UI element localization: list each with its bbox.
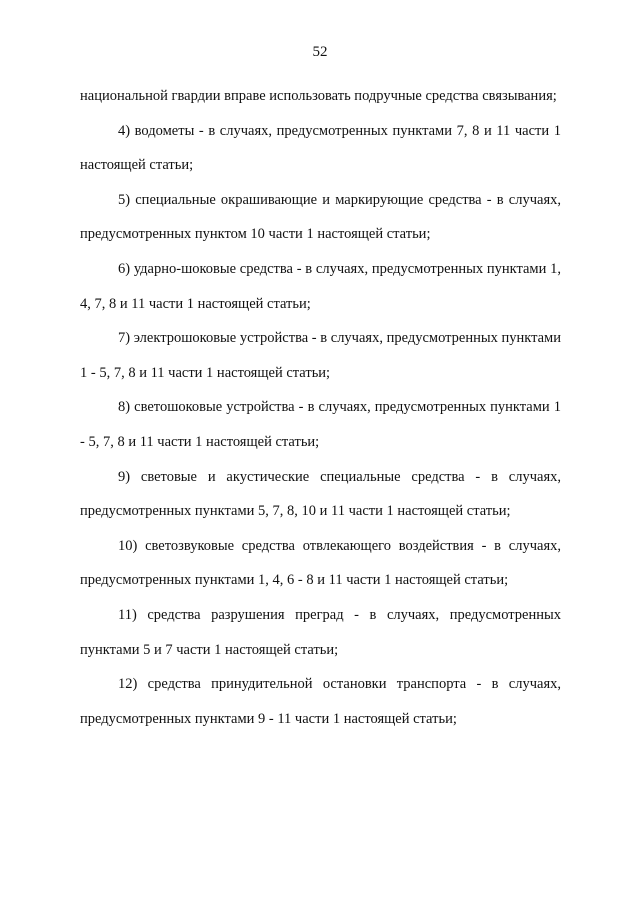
- paragraph-item-11: 11) средства разрушения преград - в случаях, предусмотренных пунктами 5 и 7 части 1 настоящей статьи;: [80, 606, 561, 658]
- paragraph-item-12: 12) средства принудительной остановки транспорта - в случаях, предусмотренных пунктами 9 - 11 части 1 настоящей статьи;: [80, 676, 561, 727]
- paragraph-item-9: 9) световые и акустические специальные средства - в случаях, предусмотренных пунктами 5, 7, 8, 10 и 11 части 1 настоящей статьи;: [80, 468, 561, 520]
- page-number: 52: [312, 44, 328, 60]
- document-body: [80, 79, 561, 736]
- paragraph-item-6: 6) ударно-шоковые средства - в случаях, предусмотренных пунктами 1, 4, 7, 8 и 11 части 1 настоящей статьи;: [80, 260, 561, 312]
- paragraph-item-4: 4) водометы - в случаях, предусмотренных пунктами 7, 8 и 11 части 1 настоящей статьи;: [80, 122, 561, 174]
- paragraph-item-8: 8) светошоковые устройства - в случаях, предусмотренных пунктами 1 - 5, 7, 8 и 11 части 1 настоящей статьи;: [80, 399, 561, 450]
- paragraph-item-7: 7) электрошоковые устройства - в случаях, предусмотренных пунктами 1 - 5, 7, 8 и 11 части 1 настоящей статьи;: [80, 330, 561, 381]
- paragraph-continuation: национальной гвардии вправе использовать подручные средства связывания;: [80, 88, 557, 104]
- paragraph-item-5: 5) специальные окрашивающие и маркирующие средства - в случаях, предусмотренных пунктом 10 части 1 настоящей статьи;: [80, 191, 561, 243]
- paragraph-item-10: 10) светозвуковые средства отвлекающего воздействия - в случаях, предусмотренных пунктами 1, 4, 6 - 8 и 11 части 1 настоящей статьи;: [80, 537, 561, 589]
